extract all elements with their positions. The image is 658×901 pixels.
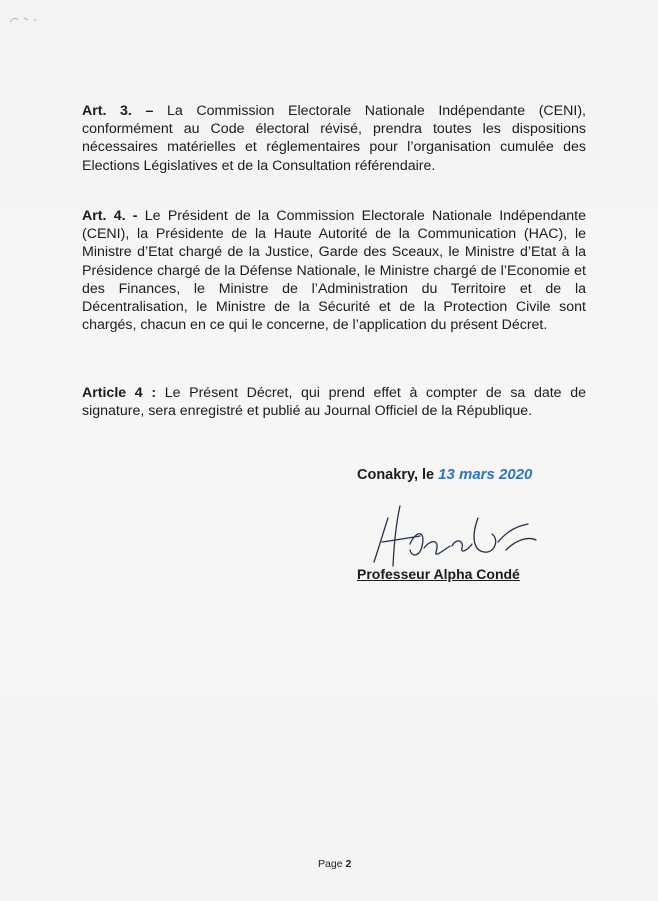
article-4-final-label: Article 4 : bbox=[82, 385, 157, 401]
page-number bbox=[318, 858, 351, 870]
article-4-final-paragraph bbox=[82, 384, 586, 420]
signature-place: Conakry, le bbox=[357, 467, 435, 483]
article-4-final-text: Le Présent Décret, qui prend effet à compter de sa date de signature, sera enregistré et publié au Journal Officiel de la République. bbox=[82, 385, 586, 420]
signature-date-line bbox=[357, 466, 532, 483]
article-4-text: Le Président de la Commission Electorale Nationale Indépendante (CENI), la Présidente de la Haute Autorité de la Communication (HAC), le Ministre d’Etat chargé de la Justice, Garde des Sceaux, le Ministre d’Etat à la Présidence chargé de la Défense Nationale, le Ministre chargé de l’Economie et des Finances, le Ministre de l’Administration du Territoire et de la Décentralisation, le Ministre de la Sécurité et de la Protection Civile sont chargés, chacun en ce qui le concerne, de l’application du présent Décret. bbox=[82, 208, 586, 334]
article-4-label: Art. 4. - bbox=[82, 208, 138, 224]
article-4-paragraph bbox=[82, 207, 586, 334]
scan-mark bbox=[6, 8, 66, 28]
page-number-value: 2 bbox=[345, 858, 352, 870]
article-3-paragraph bbox=[82, 102, 586, 175]
article-3-label: Art. 3. – bbox=[82, 103, 154, 119]
page-label: Page bbox=[318, 858, 343, 870]
signature-date: 13 mars 2020 bbox=[438, 466, 533, 483]
signer-name: Professeur Alpha Condé bbox=[357, 566, 520, 582]
article-3-text: La Commission Electorale Nationale Indépendante (CENI), conformément au Code électoral révisé, prendra toutes les dispositions nécessaires matérielles et réglementaires pour l’organisation cumulée des Elections Législatives et de la Consultation référendaire. bbox=[82, 103, 586, 174]
